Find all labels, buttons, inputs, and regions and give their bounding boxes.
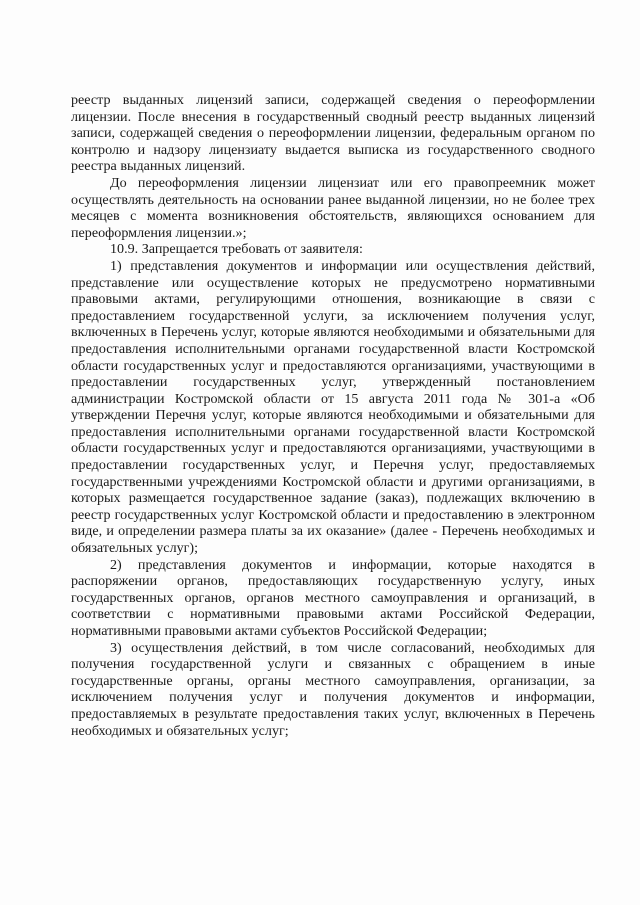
paragraph-item-3: 3) осуществления действий, в том числе согласований, необходимых для получения государственной услуги и связанных с обращением в иные государственные органы, органы местного самоуправления, организации, за исключением получения услуг и получения документов и информации, предоставляемых в результате предоставления таких услуг, включенных в Перечень необходимых и обязательных услуг; (71, 639, 595, 739)
paragraph-license-reissue: До переоформления лицензии лицензиат или его правопреемник может осуществлять деятельность на основании ранее выданной лицензии, но не более трех месяцев с момента возникновения обстоятельств, являющихся основанием для переоформления лицензии.»; (71, 174, 595, 241)
paragraph-item-2: 2) представления документов и информации, которые находятся в распоряжении органов, предоставляющих государственную услугу, иных государственных органов, органов местного самоуправления и организаций, в соответствии с нормативными правовыми актами Российской Федерации, нормативными правовыми актами субъектов Российской Федерации; (71, 556, 595, 639)
document-body (71, 92, 595, 739)
paragraph-section-10-9: 10.9. Запрещается требовать от заявителя: (110, 241, 363, 258)
paragraph-registry-continuation: реестр выданных лицензий записи, содержащей сведения о переоформлении лицензии. После внесения в государственный сводный реестр выданных лицензий записи, содержащей сведения о переоформлении лицензии, федеральным органом по контролю и надзору лицензиату выдается выписка из государственного сводного реестра выданных лицензий. (71, 92, 595, 175)
paragraph-item-1: 1) представления документов и информации или осуществления действий, представление или осуществление которых не предусмотрено нормативными правовыми актами, регулирующими отношения, возникающие в связи с предоставлением государственной услуги, за исключением получения услуг, включенных в Перечень услуг, которые являются необходимыми и обязательными для предоставления исполнительными органами государственной власти Костромской области государственных услуг и предоставляются организациями, участвующими в предоставлении государственных услуг, утвержденный постановлением администрации Костромской области от 15 августа 2011 года № 301-а «Об утверждении Перечня услуг, которые являются необходимыми и обязательными для предоставления исполнительными органами государственной власти Костромской области государственных услуг и предоставляются организациями, участвующими в предоставлении государственных услуг, и Перечня услуг, предоставляемых государственными учреждениями Костромской области и другими организациями, в которых размещается государственное задание (заказ), подлежащих включению в реестр государственных услуг Костромской области и предоставлению в электронном виде, и определении размера платы за их оказание» (далее - Перечень необходимых и обязательных услуг); (71, 257, 595, 557)
